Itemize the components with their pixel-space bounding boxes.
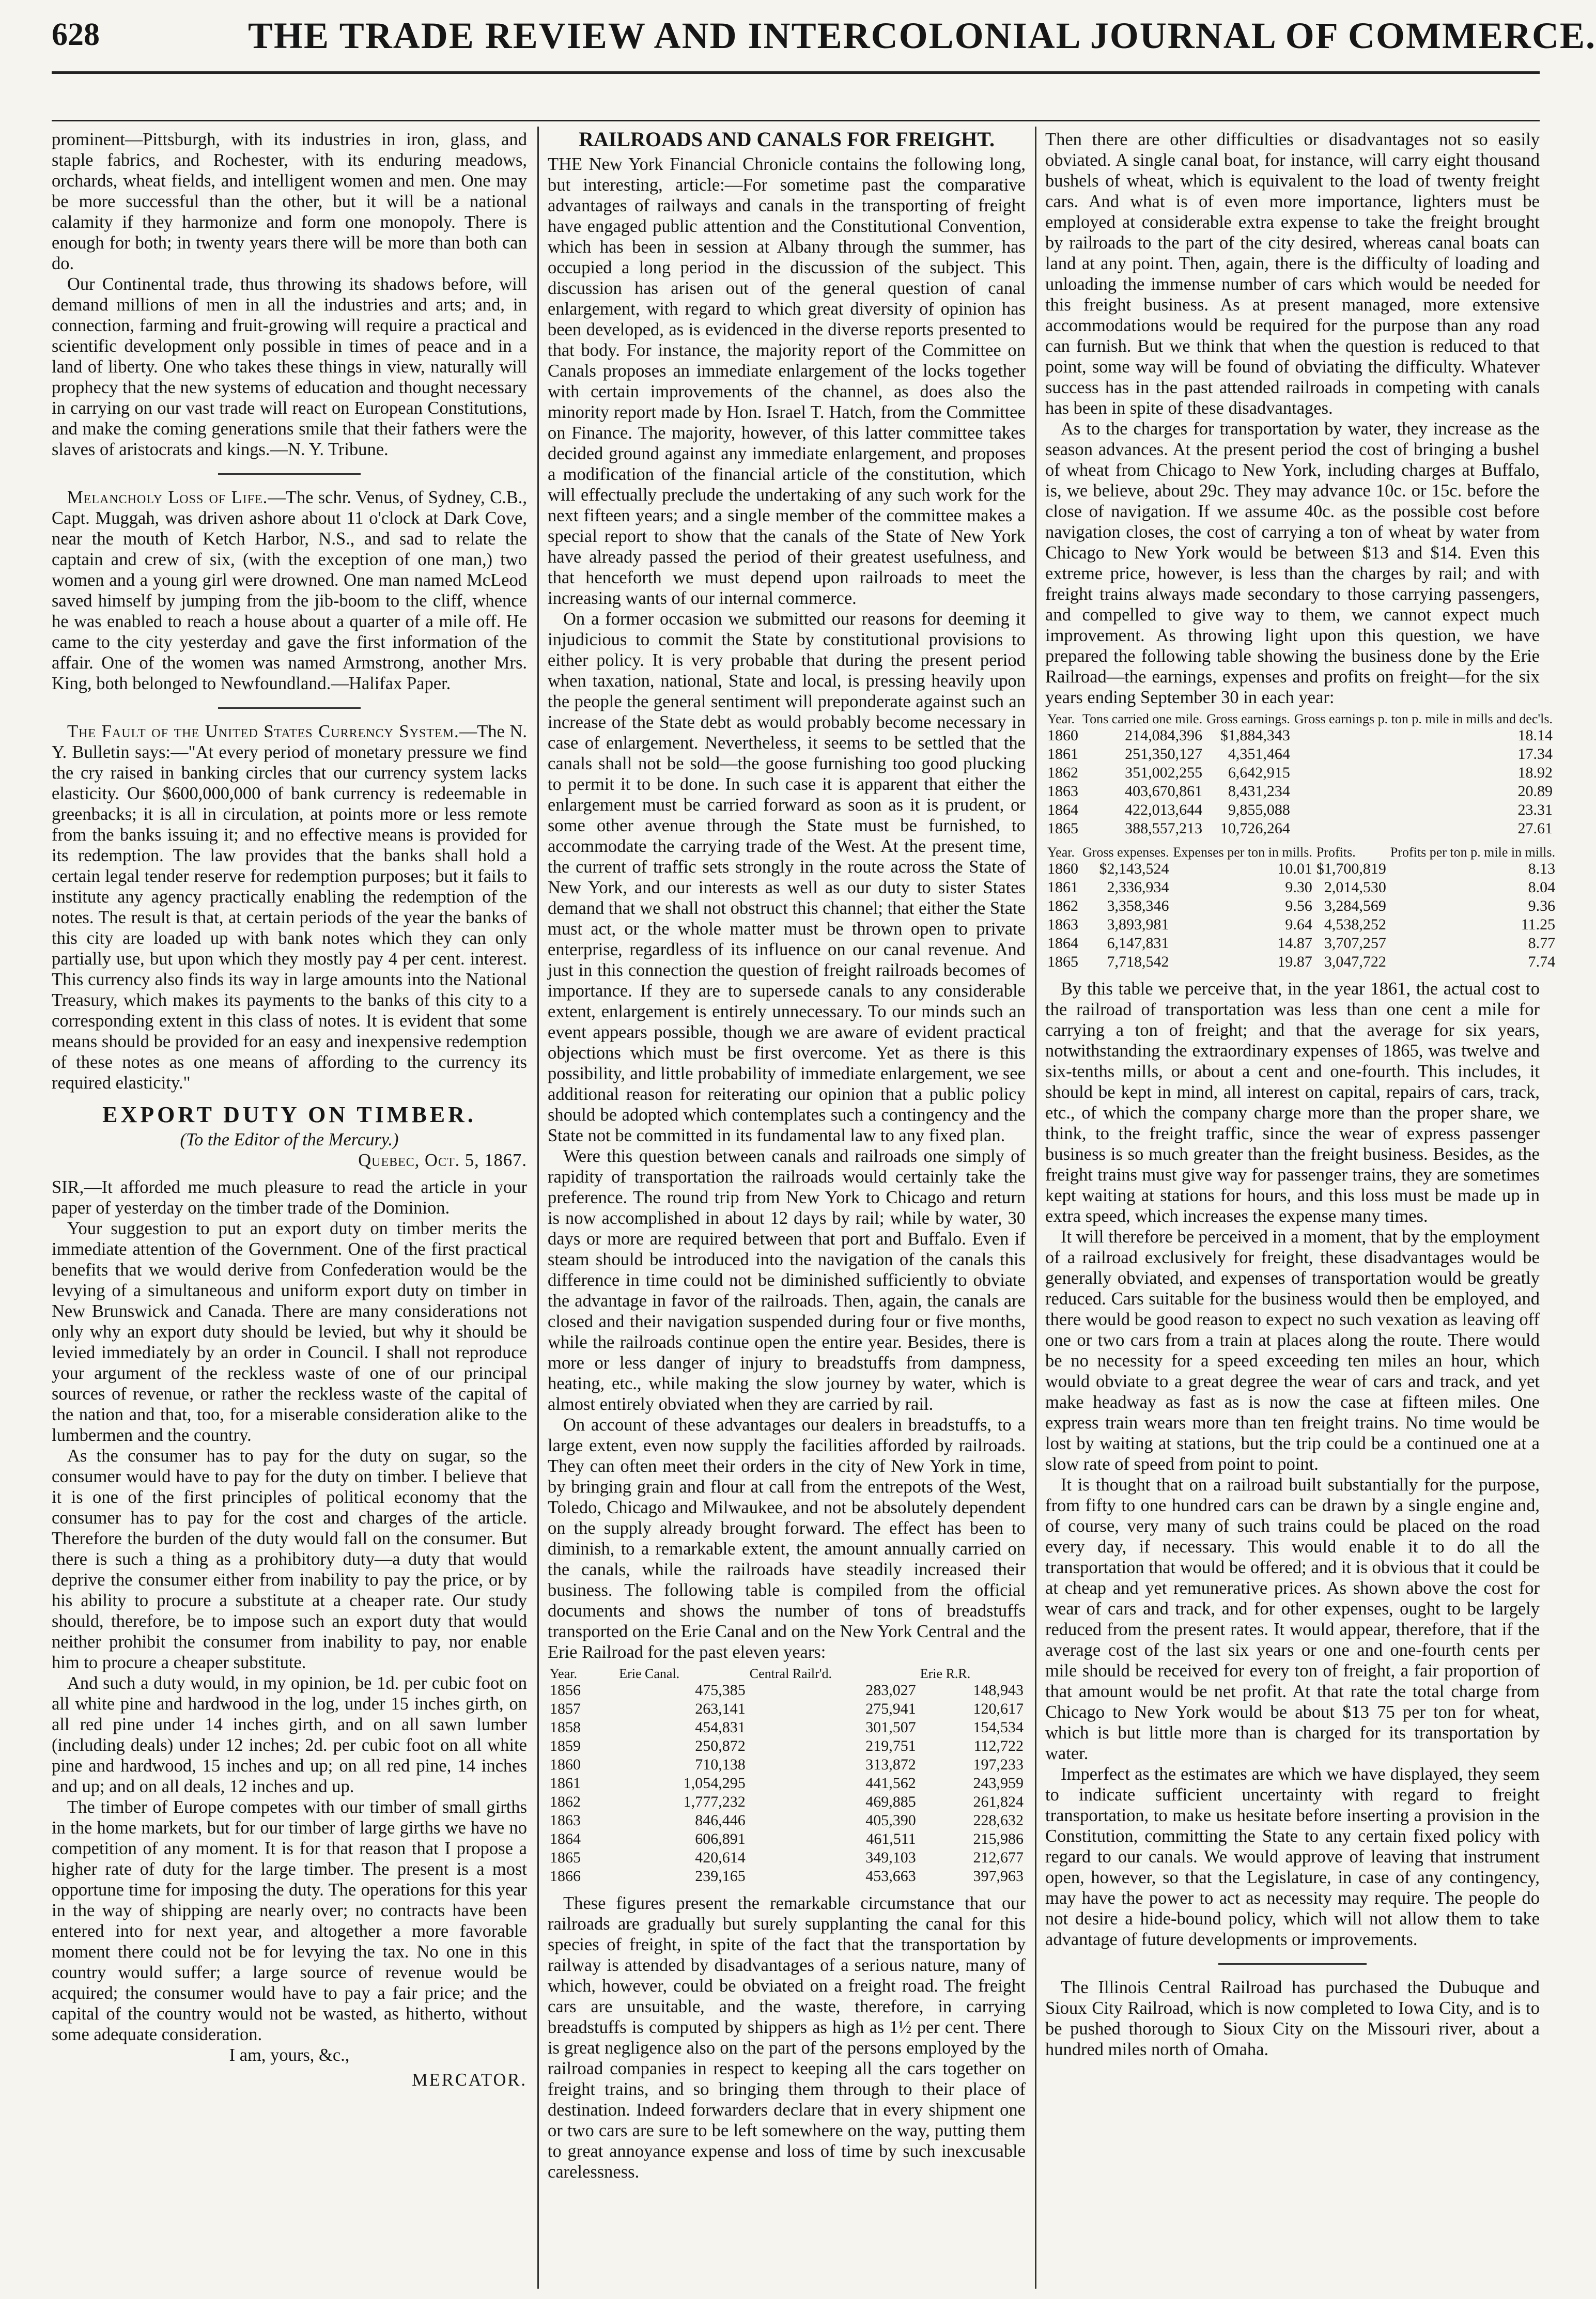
table-header-cell: Gross expenses. [1082,845,1169,860]
table-cell: 9.56 [1285,897,1312,914]
table-cell: 313,872 [865,1756,916,1773]
table-cell: 8,431,234 [1228,783,1290,800]
table-cell: 219,751 [865,1737,916,1754]
table-cell: 1,777,232 [683,1793,746,1810]
table-cell: 7,718,542 [1107,953,1169,970]
table-header-cell: Profits per ton p. mile in mills. [1390,845,1556,860]
section-divider [218,473,361,475]
article-paragraph: It will therefore be perceived in a moment, that by the employment of a railroad exclusively for freight, these disadvantages would be generally obviated, and expenses of transportation would be greatly reduced. Cars suitable for the business would then be employed, and there would be good reason to expect no such vexation as leaving off one or two cars from a train at places along the route. There would be no necessity for a speed exceeding ten miles an hour, which would obviate to a great degree the wear of cars and track, and yet make headway as fast as is now the case at fifteen miles. One express train wears more than ten freight trains. No time would be lost by waiting at stations, but the trip could be a continued one at a slow rate of speed from point to point. [1045,1227,1540,1474]
table-cell: 1862 [1047,897,1078,914]
table-cell: 4,351,464 [1228,745,1290,763]
table-cell: 197,233 [973,1756,1024,1773]
table-cell: 8.77 [1528,935,1556,952]
table-header-cell: Profits. [1316,845,1356,860]
table-cell: 1862 [1047,764,1078,781]
table-row [548,1867,1026,1886]
table-cell: 261,824 [973,1793,1024,1810]
table-row [1045,782,1555,801]
table-cell: 469,885 [865,1793,916,1810]
table-cell: 215,986 [973,1830,1024,1847]
article-paragraph: The Illinois Central Railroad has purchased the Dubuque and Sioux City Railroad, which is now completed to Iowa City, and is to be pushed thorough to Sioux City on the Missouri river, about a hundred miles north of Omaha. [1045,1978,1540,2059]
table-cell: 1861 [550,1775,581,1792]
table-row [1045,801,1555,819]
table-cell: 18.14 [1517,727,1553,744]
article-paragraph: As to the charges for transportation by water, they increase as the season advances. At the present period the cost of bringing a bushel of wheat from Chicago to New York, including charges at Buffalo, is, we believe, about 29c. They may advance 10c. or 15c. before the close of navigation. If we assume 40c. as the possible cost before navigation closes, the cost of carrying a ton of wheat by water from Chicago to New York would be between $13 and $14. Even this extreme price, however, is less than the charges by rail; and with freight trains always made secondary to those carrying passengers, and compelled to give way to them, we cannot expect much improvement. As throwing light upon this question, we have prepared the following table showing the business done by the Erie Railroad—the earnings, expenses and profits on freight—for the six years ending September 30 in each year: [1045,419,1540,707]
table-header-cell: Erie Canal. [619,1666,680,1681]
article-paragraph: Were this question between canals and railroads one simply of rapidity of transportation the railroads would certainly take the preference. The round trip from New York to Chicago and return is now accomplished in about 12 days by rail; while by water, 30 days or more are required between that port and Buffalo. Even if steam should be introduced into the navigation of the canals this difference in time could not be diminished sufficiently to obviate the advantage in favor of the railroads. Then, again, the canals are closed and their navigation suspended during four or five months, while the railroads continue open the entire year. Besides, there is more or less danger of injury to breadstuffs from dampness, heating, etc., while making the slow journey by water, which is almost entirely obviated when they are carried by rail. [548,1146,1026,1414]
table-row [548,1830,1026,1848]
table-cell: 1858 [550,1719,581,1736]
table-cell: 228,632 [973,1812,1024,1829]
table-cell: 1864 [550,1830,581,1847]
table-cell: 1866 [550,1868,581,1885]
table-header-cell: Erie R.R. [920,1666,971,1681]
letter-paragraph: The timber of Europe competes with our timber of small girths in the home markets, but for our timber of large girths we have no competition of any moment. It is for that reason that I propose a higher rate of duty for the large timber. The present is a most opportune time for imposing the duty. The operations for this year in the way of shipping are nearly over; no contracts have been entered into for next year, and altogether a more favorable moment there could not be for levying the tax. No one in this country would suffer; a large source of revenue would be acquired; the consumer would have to pay a fair price; and the capital of the country would not be wasted, as hitherto, without some adequate consideration. [52,1797,527,2044]
table-cell: 212,677 [973,1849,1024,1866]
header-rule [52,71,1540,74]
article-paragraph: THE New York Financial Chronicle contains the following long, but interesting, article:—For sometime past the comparative advantages of railways and canals in the transporting of freight have engaged public attention and the Constitutional Convention, which has been in session at Albany through the summer, has occupied a long period in the discussion of the subject. This discussion has arisen out of the general question of canal enlargement, with regard to which great diversity of opinion has been developed, as is evidenced in the diverse reports presented to that body. For instance, the majority report of the Committee on Canals proposes an immediate enlargement of the locks together with certain improvements of the channel, as does also the minority report made by Hon. Israel T. Hatch, from the Committee on Finance. The majority, however, of this latter committee takes decided ground against any immediate enlargement, and proposes a modification of the financial article of the constitution, which will effectually preclude the undertaking of any such work for the next fifteen years; and a single member of the committee makes a special report to show that the canals of the State of New York have already passed the period of their greatest usefulness, and that henceforth we must depend upon railroads to meet the increasing wants of our internal commerce. [548,154,1026,608]
item-heading: Melancholy Loss of Life. [67,488,268,507]
table-header-cell: Year. [1047,845,1075,860]
table-cell: 710,138 [695,1756,746,1773]
table-cell: 1856 [550,1682,581,1699]
table-row [1045,819,1555,838]
table-cell: 4,538,252 [1324,916,1386,933]
table-cell: $1,884,343 [1220,727,1290,744]
table-cell: 3,707,257 [1324,935,1386,952]
table-cell: 11.25 [1521,916,1556,933]
table-cell: 10.01 [1277,860,1312,877]
table-cell: 6,642,915 [1228,764,1290,781]
table-row [548,1681,1026,1700]
table-cell: 420,614 [695,1849,746,1866]
table-cell: 403,670,861 [1125,783,1203,800]
table-cell: 17.34 [1517,745,1553,763]
column-divider [1035,127,1036,2289]
table-cell: 8.04 [1528,879,1556,896]
table-row [1045,878,1557,897]
table-cell: 9.30 [1285,879,1312,896]
table-cell: 275,941 [865,1700,916,1717]
table-cell: 10,726,264 [1220,820,1290,837]
table-cell: 112,722 [973,1737,1024,1754]
table-header-cell: Central Railr'd. [749,1666,832,1681]
table-cell: 1859 [550,1737,581,1754]
table-header-cell: Gross earnings. [1206,711,1290,726]
letter-signature: MERCATOR. [412,2070,527,2090]
article-paragraph: By this table we perceive that, in the year 1861, the actual cost to the railroad of transportation was less than one cent a mile for carrying a ton of freight; and that the average for six years, notwithstanding the extraordinary expenses of 1865, was twelve and six-tenths mills, or about a cent and one-fourth. This includes, it should be kept in mind, all interest on capital, repairs of cars, track, etc., of which the company charge more than the proper share, we think, to the freight traffic, since the wear of express passenger business is so much greater than the freight business. Besides, as the freight trains must give way for passenger trains, they are sometimes kept waiting at stations for hours, and this loss must be made up in extra speed, which increases the expense many times. [1045,979,1540,1226]
table-cell: 243,959 [973,1775,1024,1792]
table-row [548,1793,1026,1811]
table-cell: 19.87 [1277,953,1312,970]
table-cell: 422,013,644 [1125,801,1203,818]
article-paragraph: On account of these advantages our dealers in breadstuffs, to a large extent, even now supply the facilities afforded by railroads. They can often meet their orders in the city of New York in time, by bringing grain and flour at call from the entrepots of the West, Toledo, Chicago and Milwaukee, and not be absolutely dependent on the supply already brought forward. The effect has been to diminish, to a remarkable extent, the amount annually carried on the canals, while the railroads have steadily increased their business. The following table is compiled from the official documents and shows the number of tons of breadstuffs transported on the Erie Canal and on the New York Central and the Erie Railroad for the past eleven years: [548,1415,1026,1662]
table-cell: 2,336,934 [1107,879,1169,896]
letter-paragraph: As the consumer has to pay for the duty on sugar, so the consumer would have to pay for the duty on timber. I believe that it is one of the first principles of political economy that the consumer has to pay for the cost and charges of the article. Therefore the burden of the duty would fall on the consumer. But there is such a thing as a prohibitory duty—a duty that would deprive the consumer either from inability to pay the price, or by his ability to procure a substitute at a cheaper rate. Our study should, therefore, be to impose such an export duty that would neither prohibit the consumer from inability to pay, nor enable him to procure a cheaper substitute. [52,1446,527,1672]
table-cell: 1864 [1047,935,1078,952]
table-cell: 9.64 [1285,916,1312,933]
table-cell: 1857 [550,1700,581,1717]
table-cell: 1,054,295 [683,1775,746,1792]
table-header-cell: Gross earnings p. ton p. mile in mills and dec'ls. [1294,711,1553,726]
table-cell: 239,165 [695,1868,746,1885]
page-number: 628 [52,17,100,52]
article-paragraph: Our Continental trade, thus throwing its shadows before, will demand millions of men in all the industries and arts; and, in connection, farming and fruit-growing will require a practical and scientific development only possible in times of peace and in a land of liberty. One who takes these things in view, naturally will prophecy that the new systems of education and thought necessary in carrying on our vast trade will react on European Constitutions, and make the coming generations smile that their fathers were the slaves of aristocrats and kings.—N. Y. Tribune. [52,274,527,459]
table-cell: 1863 [1047,783,1078,800]
table-header-cell: Year. [1047,711,1075,726]
letter-paragraph: And such a duty would, in my opinion, be 1d. per cubic foot on all white pine and hardwood in the log, under 15 inches girth, on all red pine under 14 inches girth, and on all sawn lumber (including deals) under 12 inches; 2d. per cubic foot on all white pine and hardwood, 15 inches and up; on all red pine, 14 inches and up; and on all deals, 12 inches and up. [52,1673,527,1796]
article-paragraph: prominent—Pittsburgh, with its industries in iron, glass, and staple fabrics, and Rochester, with its enduring meadows, orchards, wheat fields, and intelligent women and men. One may be more successful than the other, but it will be a national calamity if they harmonize and form one monopoly. There is enough for both; in twenty years there will be more than both can do. [52,130,527,273]
column-right [1045,129,1556,2286]
table-cell: 251,350,127 [1125,745,1203,763]
table-row [548,1774,1026,1793]
page-header [52,9,1596,66]
table-cell: 1861 [1047,745,1078,763]
table-cell: 1863 [550,1812,581,1829]
article-paragraph: Imperfect as the estimates are which we have displayed, they seem to indicate sufficient uncertainty with regard to freight transportation, to make us hesitate before inserting a provision in the Constitution, committing the State to any certain fixed policy with regard to our canals. We would approve of leaving that instrument open, however, so that the Legislature, in case of any contingency, may have the power to act as necessity may require. The people do not desire a hide-bound policy, which will not allow them to take advantage of future developments or improvements. [1045,1764,1540,1949]
dateline: Quebec, Oct. 5, 1867. [358,1151,527,1170]
table-row [548,1737,1026,1756]
table-cell: 441,562 [865,1775,916,1792]
erie-expenses-table [1045,845,1556,971]
table-cell: 1863 [1047,916,1078,933]
table-cell: 148,943 [973,1682,1024,1699]
column-left [52,129,527,2286]
table-cell: 1862 [550,1793,581,1810]
item-heading: The Fault of the United States Currency System. [67,722,459,741]
table-row [548,1700,1026,1718]
table-cell: 349,103 [865,1849,916,1866]
table-cell: 3,284,569 [1324,897,1386,914]
table-cell: 453,663 [865,1868,916,1885]
table-cell: 18.92 [1517,764,1553,781]
table-row [1045,860,1557,878]
item-body: —The N. Y. Bulletin says:—"At every period of monetary pressure we find the cry raised in banking circles that our currency system lacks elasticity. Our $600,000,000 of bank currency is redeemable in greenbacks; it is all in circulation, at points more or less remote from the banks issuing it; and no effective means is provided for its redemption. The law provides that the banks shall hold a certain legal tender reserve for redemption purposes; but it fails to institute any agency practically enabling the redemption of the notes. The result is that, at certain periods of the year the banks of this city are loaded up with bank notes which they can only partially use, but upon which they mostly pay 4 per cent. interest. This currency also finds its way in large amounts into the National Treasury, which makes its payments to the banks of this city to a corresponding extent in this class of notes. It is evident that some means should be provided for an easy and inexpensive redemption of these notes as one means of affording to the currency its required elasticity." [52,722,527,1093]
article-paragraph: It is thought that on a railroad built substantially for the purpose, from fifty to one hundred cars can be drawn by a single engine and, of course, very many of such trains could be placed on the road every day, if necessary. This would enable it to do all the transportation that would be offered; and it is obvious that it could be at cheap and yet remunerative prices. As shown above the cost for wear of cars and track, and for other expenses, ought to be largely reduced from the present rates. It would appear, therefore, that if the average cost of the last six years or one and one-fourth cents per mile should be received for every ton of freight, a fair proportion of that amount would be net profit. At that rate the total charge from Chicago to New York would be about $13 75 per ton for wheat, which is but little more than is charged for its transportation by water. [1045,1475,1540,1763]
table-row [1045,745,1555,764]
header-rule-lower [52,120,1540,121]
table-cell: 283,027 [865,1682,916,1699]
table-cell: 606,891 [695,1830,746,1847]
table-header-cell: Year. [550,1666,577,1681]
table-cell: 397,963 [973,1868,1024,1885]
table-row [548,1756,1026,1774]
table-cell: 23.31 [1517,801,1553,818]
table-cell: 1864 [1047,801,1078,818]
article-paragraph: Then there are other difficulties or disadvantages not so easily obviated. A single canal boat, for instance, will carry eight thousand bushels of wheat, which is equivalent to the load of twenty freight cars. And what is of even more importance, lighters must be employed at considerable extra expense to take the freight brought by railroads to the part of the city desired, whereas canal boats can land at any point. Then, again, there is the difficulty of loading and unloading the immense number of cars which would be needed for this freight business. As at present managed, more extensive accommodations would be required for the purpose than any road can furnish. But we think that when the question is reduced to that point, some way will be found of obviating the difficulty. Whatever success has in the past attended railroads in competing with canals has been in spite of these disadvantages. [1045,130,1540,418]
table-cell: 405,390 [865,1812,916,1829]
table-row [1045,726,1555,745]
table-cell: 20.89 [1517,783,1553,800]
table-row [1045,915,1557,934]
table-cell: 3,047,722 [1324,953,1386,970]
table-cell: 8.13 [1528,860,1556,877]
table-header-cell: Tons carried one mile. [1082,711,1203,726]
table-cell: 1861 [1047,879,1078,896]
table-cell: 846,446 [695,1812,746,1829]
column-divider [537,127,539,2289]
letter-closing: I am, yours, &c., [229,2045,350,2065]
table-cell: 1865 [1047,820,1078,837]
table-cell: 214,084,396 [1125,727,1203,744]
table-cell: 1860 [1047,860,1078,877]
table-row [548,1718,1026,1737]
table-cell: $2,143,524 [1099,860,1169,877]
table-cell: 454,831 [695,1719,746,1736]
table-cell: 1865 [550,1849,581,1866]
item-body: —The schr. Venus, of Sydney, C.B., Capt. Muggah, was driven ashore about 11 o'clock at Dark Cove, near the mouth of Ketch Harbor, N.S., and sad to relate the captain and crew of six, (with the exception of one man,) two women and a young girl were drowned. One man named McLeod saved himself by jumping from the jib-boom to the cliff, whence he was enabled to reach a house about a quarter of a mile off. He came to the city yesterday and gave the first information of the affair. One of the women was named Armstrong, another Mrs. King, both belonged to Newfoundland.—Halifax Paper. [52,488,527,693]
table-cell: 3,893,981 [1107,916,1169,933]
table-cell: 461,511 [866,1830,916,1847]
breadstuffs-table [548,1667,1026,1886]
table-cell: 9.36 [1528,897,1556,914]
letter-paragraph: Your suggestion to put an export duty on timber merits the immediate attention of the Government. One of the first practical benefits that we would derive from Confederation would be the levying of a simultaneous and uniform export duty on timber in New Brunswick and Canada. There are many considerations not only why an export duty should be levied, but why it should be levied immediately by an order in Council. I shall not reproduce your argument of the reckless waste of one of our principal sources of revenue, or rather the reckless waste of the capital of the nation and that, too, for a miserable consideration alike to the lumbermen and the country. [52,1219,527,1445]
table-cell: 475,385 [695,1682,746,1699]
letter-paragraph: SIR,—It afforded me much pleasure to read the article in your paper of yesterday on the timber trade of the Dominion. [52,1177,527,1218]
table-cell: 351,002,255 [1125,764,1203,781]
table-cell: 250,872 [695,1737,746,1754]
section-subheading: (To the Editor of the Mercury.) [180,1130,399,1150]
section-divider [218,707,361,709]
table-cell: 9,855,088 [1228,801,1290,818]
masthead-title: THE TRADE REVIEW AND INTERCOLONIAL JOURNAL OF COMMERCE. [248,15,1596,56]
table-cell: 3,358,346 [1107,897,1169,914]
table-cell: 1860 [550,1756,581,1773]
table-header-cell: Expenses per ton in mills. [1173,845,1312,860]
section-divider [1218,1963,1367,1965]
table-row [1045,764,1555,782]
table-cell: 1860 [1047,727,1078,744]
table-row [1045,953,1557,971]
table-cell: 263,141 [695,1700,746,1717]
erie-earnings-table [1045,711,1553,838]
table-cell: 7.74 [1528,953,1556,970]
table-row [548,1848,1026,1867]
table-cell: 301,507 [865,1719,916,1736]
table-cell: $1,700,819 [1316,860,1386,877]
table-cell: 2,014,530 [1324,879,1386,896]
table-cell: 14.87 [1277,935,1312,952]
table-cell: 1865 [1047,953,1078,970]
table-row [548,1811,1026,1830]
article-paragraph: On a former occasion we submitted our reasons for deeming it injudicious to commit the State by constitutional provisions to either policy. It is very probable that during the present period when taxation, national, State and local, is pressing heavily upon the people the general sentiment will preponderate against such an increase of the State debt as would probably become necessary in case of enlargement. Nevertheless, it seems to be settled that the canals shall not be sold—the goose furnishing too good plucking to permit it to be done. In such case it is apparent that either the enlargement must be carried forward as soon as it is prudent, or some other avenue through the State must be furnished, to accommodate the carrying trade of the West. At the present time, the current of traffic sets strongly in the route across the State of New York, and our interests as well as our duty to sister States demand that we shall not obstruct this channel; that either the State must act, or the whole matter must be thrown open to private enterprise, regardless of its influence on our canal revenue. And just in this connection the question of freight railroads becomes of importance. If they are to supersede canals to any considerable extent, enlargement is entirely unnecessary. To our minds such an event appears possible, though we are aware of evident practical objections which must be first overcome. Yet as there is this possibility, and little probability of immediate enlargement, we see additional reason for reiterating our opinion that a public policy should be adopted which contemplates such a contingency and the State not be committed in its fundamental law to any fixed plan. [548,609,1026,1145]
table-cell: 6,147,831 [1107,935,1169,952]
section-heading: EXPORT DUTY ON TIMBER. [102,1102,476,1127]
article-paragraph: These figures present the remarkable circumstance that our railroads are gradually but surely supplanting the canal for this species of freight, in spite of the fact that the transportation by railway is attended by disadvantages of a serious nature, many of which, however, could be obviated on a freight road. The freight cars are unsuitable, and the waste, therefore, in carrying breadstuffs is computed by shippers as high as 1½ per cent. There is great negligence also on the part of the persons employed by the railroad companies in respect to keeping all the cars together on freight trains, and so bringing them through to their place of destination. Indeed forwarders declare that in every shipment one or two cars are sure to be left somewhere on the way, putting them to great annoyance expense and loss of time by such inexcusable carelessness. [548,1893,1026,2182]
table-row [1045,897,1557,915]
table-cell: 27.61 [1517,820,1553,837]
table-cell: 120,617 [973,1700,1024,1717]
table-cell: 388,557,213 [1125,820,1203,837]
table-cell: 154,534 [973,1719,1024,1736]
article-title: RAILROADS AND CANALS FOR FREIGHT. [579,128,995,151]
column-middle [548,129,1026,2286]
table-row [1045,934,1557,953]
